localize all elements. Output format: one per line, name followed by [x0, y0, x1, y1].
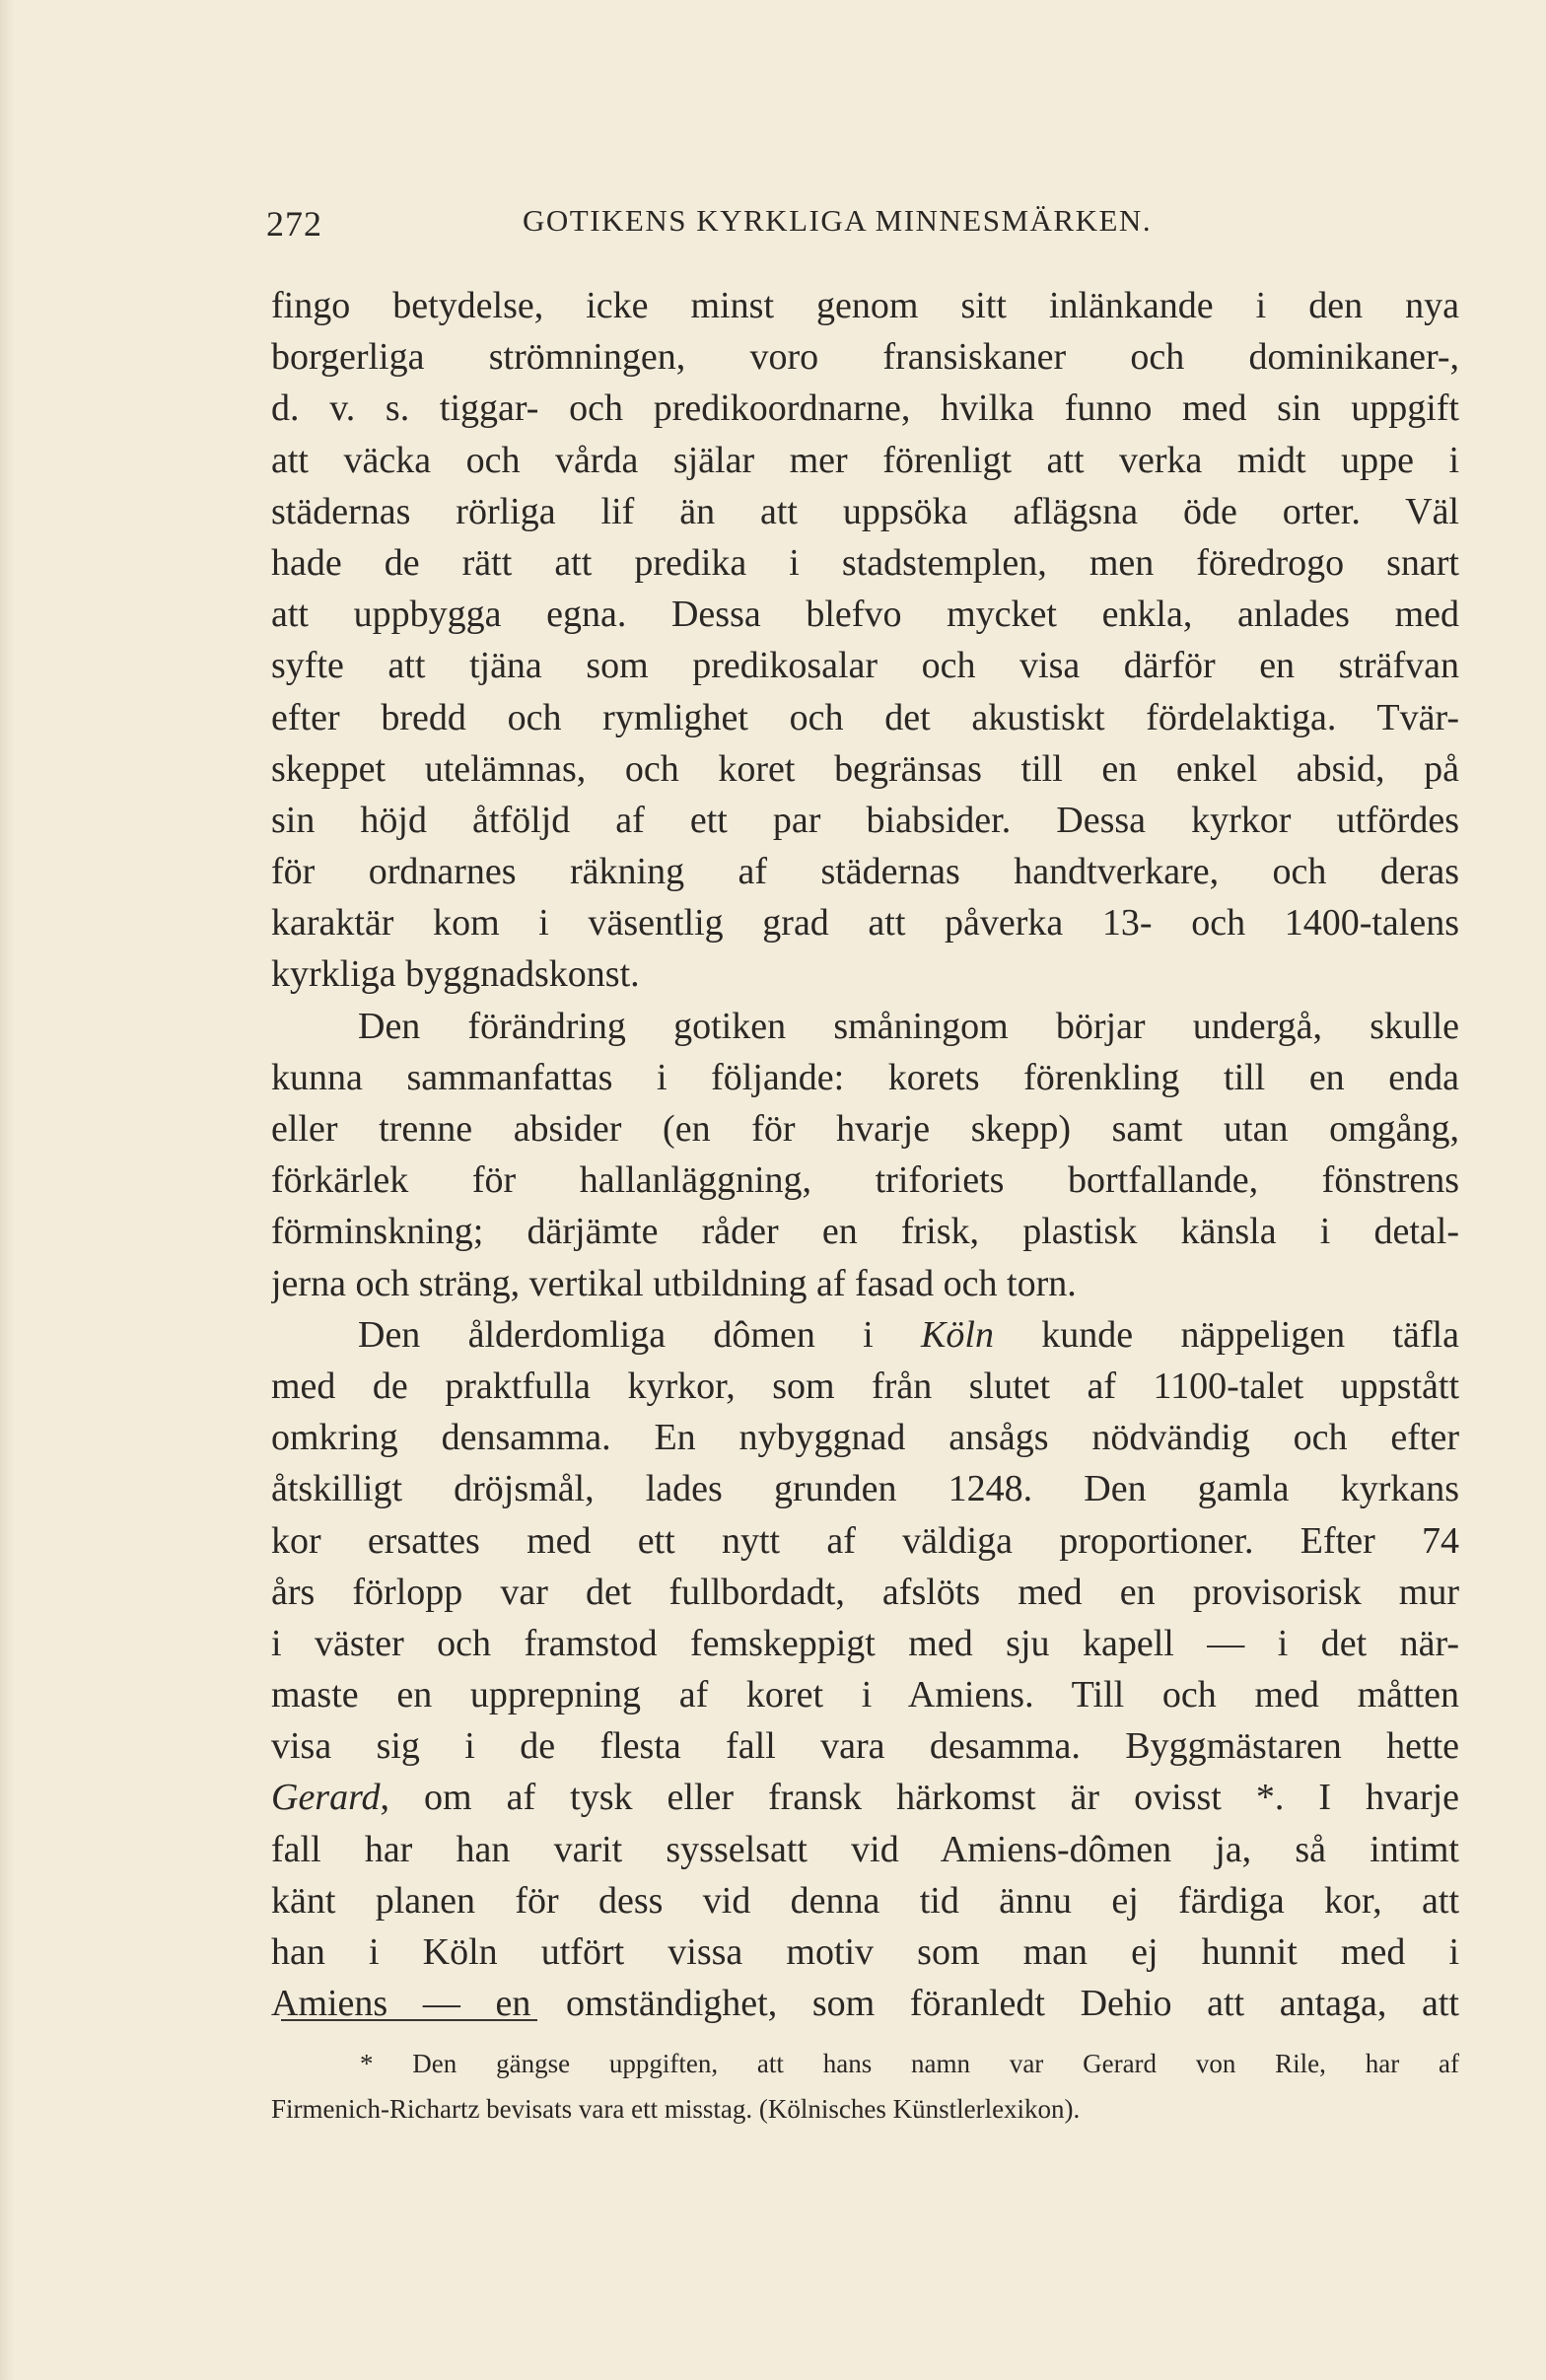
text-line: förkärlek för hallanläggning, triforiets bortfallande, fönstrens: [271, 1159, 1459, 1202]
text-line: Amiens — en omständighet, som föranledt Dehio att antaga, att: [271, 1983, 1459, 2025]
footnote: [271, 2041, 1459, 2132]
text-line: kunna sammanfattas i följande: korets förenkling till en enda: [271, 1056, 1459, 1098]
text-line: karaktär kom i väsentlig grad att påverka 13- och 1400-talens: [271, 902, 1459, 945]
text-line: med de praktfulla kyrkor, som från slutet af 1100-talet uppstått: [271, 1365, 1459, 1407]
text-line: förminskning; därjämte råder en frisk, plastisk känsla i detal-: [271, 1211, 1459, 1253]
text-line: att uppbygga egna. Dessa blefvo mycket enkla, anlades med: [271, 594, 1459, 636]
page-edge: [0, 0, 14, 2380]
running-head: GOTIKENS KYRKLIGA MINNESMÄRKEN.: [523, 203, 1153, 238]
text-line: att väcka och vårda själar mer förenligt att verka midt uppe i: [271, 439, 1459, 481]
text-line: i väster och framstod femskeppigt med sju kapell — i det när-: [271, 1622, 1459, 1664]
footnote-line: * Den gängse uppgiften, att hans namn var Gerard von Rile, har af: [360, 2049, 1459, 2078]
text-line: för ordnarnes räkning af städernas handtverkare, och deras: [271, 851, 1459, 893]
text-line: kor ersattes med ett nytt af väldiga proportioner. Efter 74: [271, 1519, 1459, 1562]
text-line: städernas rörliga lif än att uppsöka aflägsna öde orter. Väl: [271, 490, 1459, 532]
text-line: Den förändring gotiken småningom börjar undergå, skulle: [358, 1005, 1459, 1047]
text-line: d. v. s. tiggar- och predikoordnarne, hvilka funno med sin uppgift: [271, 387, 1459, 430]
page-number: 272: [266, 204, 322, 244]
text-line: fingo betydelse, icke minst genom sitt inlänkande i den nya: [271, 285, 1459, 326]
text-line: Gerard, om af tysk eller fransk härkomst är ovisst *. I hvarje: [271, 1777, 1459, 1819]
text-line: visa sig i de flesta fall vara desamma. Byggmästaren hette: [271, 1725, 1459, 1768]
text-line: kyrkliga byggnadskonst.: [271, 953, 640, 996]
text-line: sin höjd åtföljd af ett par biabsider. Dessa kyrkor utfördes: [271, 799, 1459, 841]
text-line: hade de rätt att predika i stadstemplen, men föredrogo snart: [271, 541, 1459, 584]
text-line: borgerliga strömningen, voro fransiskaner och dominikaner-,: [271, 336, 1459, 379]
text-line: efter bredd och rymlighet och det akustiskt fördelaktiga. Tvär-: [271, 696, 1459, 738]
page-header: [266, 203, 1459, 252]
body-text: [271, 280, 1459, 2029]
italic-name: Köln: [921, 1313, 994, 1356]
footnote-line: Firmenich-Richartz bevisats vara ett misstag. (Kölnisches Künstlerlexikon).: [271, 2094, 1081, 2124]
text-line: jerna och sträng, vertikal utbildning af fasad och torn.: [271, 1262, 1077, 1304]
text-line: han i Köln utfört vissa motiv som man ej hunnit med i: [271, 1931, 1459, 1973]
footnote-divider: [281, 2019, 537, 2021]
text-line: års förlopp var det fullbordadt, afslöts med en provisorisk mur: [271, 1571, 1459, 1613]
text-line: fall har han varit sysselsatt vid Amiens-dômen ja, så intimt: [271, 1828, 1459, 1870]
text-line: känt planen för dess vid denna tid ännu ej färdiga kor, att: [271, 1879, 1459, 1922]
text-line: maste en upprepning af koret i Amiens. Till och med måtten: [271, 1674, 1459, 1716]
text-line: omkring densamma. En nybyggnad ansågs nödvändig och efter: [271, 1417, 1459, 1459]
text-line: Den ålderdomliga dômen i Köln kunde näppeligen täfla: [358, 1313, 1459, 1356]
text-line: åtskilligt dröjsmål, lades grunden 1248. Den gamla kyrkans: [271, 1468, 1459, 1510]
italic-name: Gerard: [271, 1777, 381, 1819]
text-line: syfte att tjäna som predikosalar och visa därför en sträfvan: [271, 645, 1459, 687]
text-line: eller trenne absider (en för hvarje skepp) samt utan omgång,: [271, 1108, 1459, 1150]
text-line: skeppet utelämnas, och koret begränsas till en enkel absid, på: [271, 747, 1459, 790]
